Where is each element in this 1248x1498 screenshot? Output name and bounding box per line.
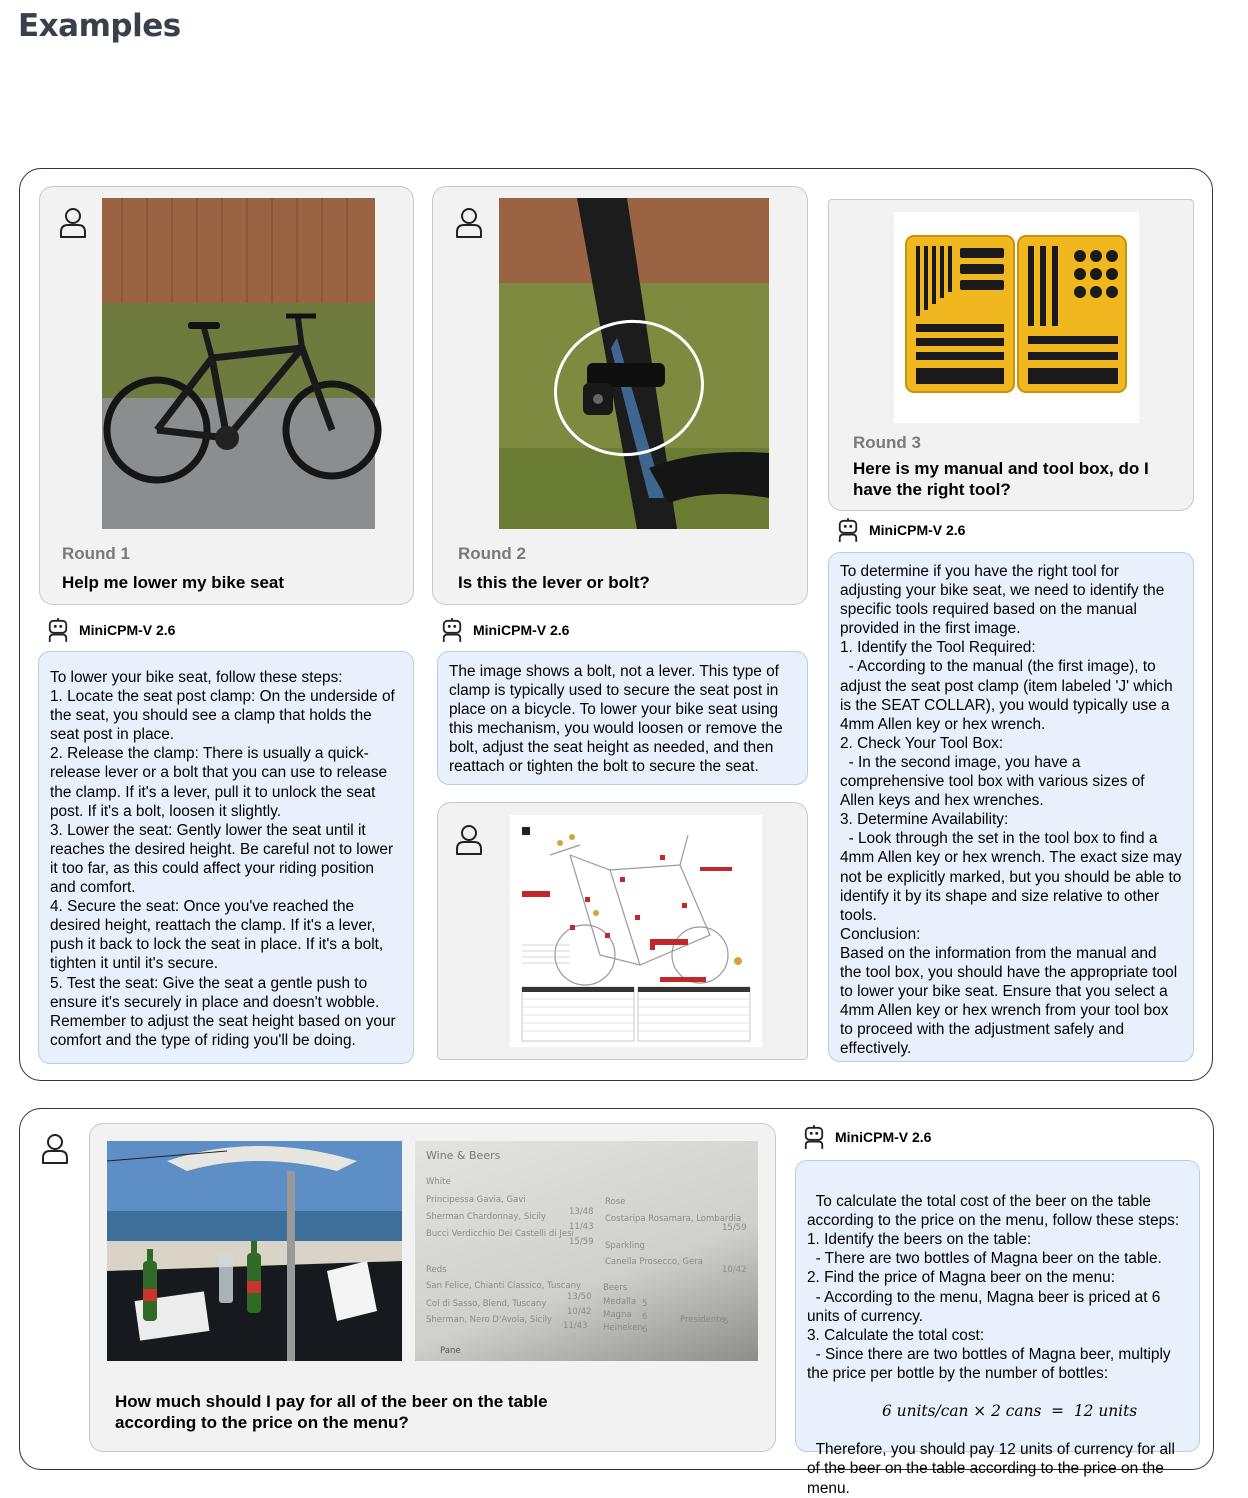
menu-sparkling-price: 10/42 bbox=[722, 1265, 747, 1275]
round3-answer: To determine if you have the right tool for adjusting your bike seat, we need to identify the specific tools required based on the manual provided in the first image. 1. Identify the Tool Required: - According to the manual (the first image), to adjust the seat post clamp (item labeled 'J' which is the SEAT COLLAR), you would typically use a 4mm Allen key or hex wrench. 2. Check Your Tool Box: - In the second image, you have a comprehensive tool box with various sizes of Allen keys and hex wrenches. 3. Determine Availability: - Look through the set in the tool box to find a 4mm Allen key or hex wrench. The exact size may not be explicitly marked, but you should be able to identify it by its shape and size relative to other tools. Conclusion: Based on the information from the manual and the tool box, you should have the appropriate tool to lower your bike seat. Ensure that you select a 4mm Allen key or hex wrench from your tool box to proceed with the adjustment safely and effectively. bbox=[828, 552, 1194, 1062]
robot-icon bbox=[837, 517, 859, 543]
menu-red-price-1: 13/50 bbox=[567, 1292, 592, 1302]
user-icon bbox=[58, 207, 88, 239]
menu-beer-item-3: Heineken bbox=[603, 1323, 643, 1333]
menu-white-price-1: 13/48 bbox=[569, 1207, 594, 1217]
menu-rose-price: 15/59 bbox=[722, 1223, 747, 1233]
round2-question: Is this the lever or bolt? bbox=[458, 573, 650, 592]
menu-beer-item-2: Magna bbox=[603, 1310, 632, 1320]
bot-header-3 bbox=[837, 517, 965, 543]
bot-name: MiniCPM-V 2.6 bbox=[473, 622, 570, 638]
menu-red-price-3: 11/43 bbox=[563, 1321, 588, 1331]
menu-red-item-2: Col di Sasso, Blend, Tuscany bbox=[426, 1299, 547, 1309]
menu-beer-extra-price: 6 bbox=[723, 1317, 729, 1327]
menu-white-price-3: 15/59 bbox=[569, 1237, 594, 1247]
user-icon bbox=[454, 824, 484, 856]
menu-beer-price-3: 6 bbox=[642, 1325, 648, 1335]
bot-name: MiniCPM-V 2.6 bbox=[835, 1129, 932, 1145]
menu-white-item-3: Bucci Verdicchio Dei Castelli di Jesi bbox=[426, 1229, 574, 1239]
menu-red-price-2: 10/42 bbox=[567, 1307, 592, 1317]
round3-question: Here is my manual and tool box, do I have the right tool? bbox=[853, 459, 1149, 499]
user-icon bbox=[454, 207, 484, 239]
menu-rose: Rose bbox=[605, 1197, 626, 1207]
beer-question: How much should I pay for all of the beer on the table according to the price on the menu? bbox=[115, 1392, 548, 1432]
beer-answer-equation: 6 units/can × 2 cans = 12 units bbox=[882, 1402, 1138, 1421]
robot-icon bbox=[47, 617, 69, 643]
round1-answer: To lower your bike seat, follow these steps: 1. Locate the seat post clamp: On the underside of the seat, you should see a clamp that holds the seat post in place. 2. Release the clamp: There is usually a quick-release lever or a bolt that you can use to release the clamp. If it's a lever, pull it to unlock the seat post. If it's a bolt, loosen it slightly. 3. Lower the seat: Gently lower the seat until it reaches the desired height. Be careful not to lower it too far, as this could affect your riding position and comfort. 4. Secure the seat: Once you've reached the desired height, reattach the clamp. If it's a lever, push it back to lock the seat in place. If it's a bolt, tighten it until it's secure. 5. Test the seat: Give the seat a gentle push to ensure it's securely in place and doesn't wobble. Remember to adjust the seat height based on your comfort and the type of riding you'll be doing. bbox=[38, 651, 414, 1064]
menu-reds: Reds bbox=[426, 1265, 447, 1275]
menu-beers: Beers bbox=[603, 1283, 628, 1293]
menu-heading: Wine & Beers bbox=[426, 1149, 501, 1162]
menu-beer-price-1: 5 bbox=[642, 1299, 648, 1309]
beer-answer-steps: To calculate the total cost of the beer on the table according to the price on the menu, follow these steps: 1. Identify the beers on the table: - There are two bottles of Magna beer on the table. 2. Find the price of Magna beer on the menu: - According to the menu, Magna beer is priced at 6 units of currency. 3. Calculate the total cost: - Since there are two bottles of Magna beer, multiply the price per bottle by the number of bottles: bbox=[807, 1193, 1180, 1382]
bot-header-4 bbox=[803, 1124, 931, 1150]
menu-photo bbox=[415, 1141, 758, 1361]
bot-name: MiniCPM-V 2.6 bbox=[869, 522, 966, 538]
menu-beer-extra: Presidente bbox=[680, 1315, 725, 1325]
beach-table-photo bbox=[107, 1141, 402, 1361]
menu-rose-item: Costaripa Rosamara, Lombardia bbox=[605, 1214, 742, 1224]
menu-beer-item-1: Medalla bbox=[603, 1297, 637, 1307]
robot-icon bbox=[441, 617, 463, 643]
menu-white-item-2: Sherman Chardonnay, Sicily bbox=[426, 1212, 547, 1222]
menu-red-item-1: San Felice, Chianti Classico, Tuscany bbox=[426, 1281, 582, 1291]
robot-icon bbox=[803, 1124, 825, 1150]
round1-question: Help me lower my bike seat bbox=[62, 573, 285, 592]
round2-label: Round 2 bbox=[458, 544, 526, 563]
menu-red-item-3: Sherman, Nero D'Avola, Sicily bbox=[426, 1315, 553, 1325]
page-title: Examples bbox=[18, 8, 181, 44]
menu-white-item-1: Principessa Gavia, Gavi bbox=[426, 1195, 526, 1205]
round3-label: Round 3 bbox=[853, 433, 921, 452]
seatpost-photo bbox=[499, 198, 769, 529]
bot-name: MiniCPM-V 2.6 bbox=[79, 622, 176, 638]
menu-pane: Pane bbox=[440, 1346, 461, 1356]
menu-white: White bbox=[426, 1177, 451, 1187]
beer-answer bbox=[795, 1160, 1200, 1497]
menu-beer-price-2: 6 bbox=[642, 1312, 648, 1322]
bot-header-1 bbox=[47, 617, 175, 643]
round2-answer: The image shows a bolt, not a lever. This type of clamp is typically used to secure the seat post in place on a bicycle. To lower your bike seat using this mechanism, you would loosen or remove the bolt, adjust the seat height as needed, and then reattach or tighten the bolt to secure the seat. bbox=[437, 651, 808, 785]
menu-sparkling-item: Canella Prosecco, Gera bbox=[605, 1257, 704, 1267]
round1-label: Round 1 bbox=[62, 544, 130, 563]
beer-answer-conclusion: Therefore, you should pay 12 units of currency for all of the beer on the table according to the price on the menu. bbox=[807, 1441, 1180, 1497]
user-icon bbox=[40, 1133, 70, 1165]
toolbox-photo bbox=[894, 212, 1139, 423]
bike-photo bbox=[102, 198, 375, 529]
menu-white-price-2: 11/43 bbox=[569, 1222, 594, 1232]
bot-header-2 bbox=[441, 617, 569, 643]
manual-diagram bbox=[510, 815, 762, 1047]
menu-sparkling: Sparkling bbox=[605, 1241, 645, 1251]
